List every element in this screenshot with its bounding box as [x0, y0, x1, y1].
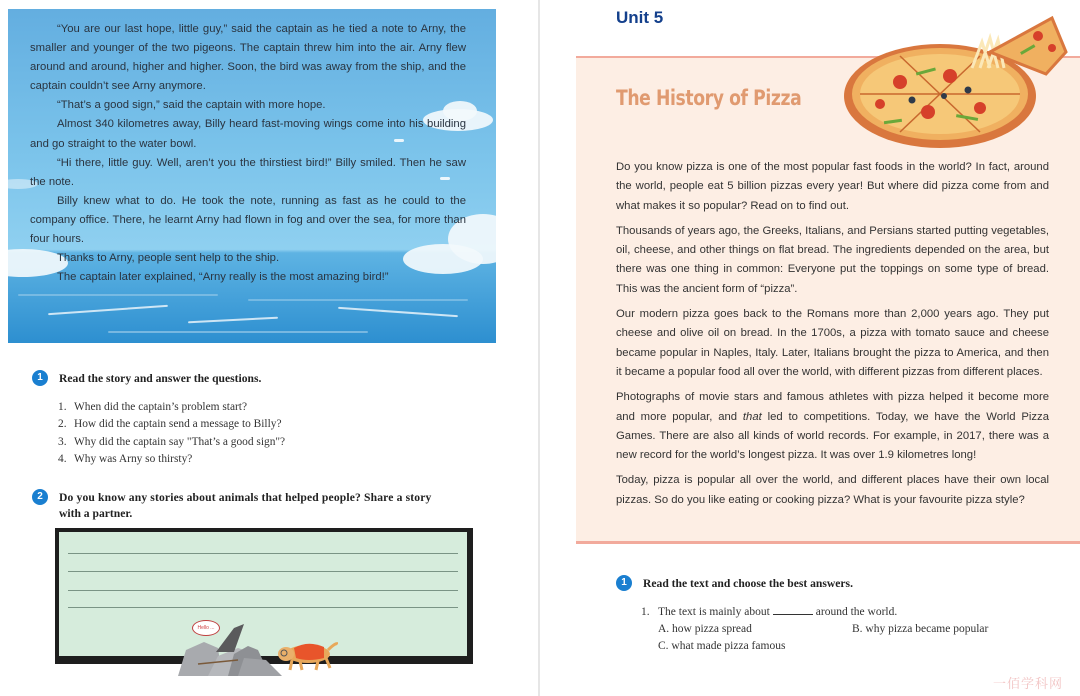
article-paragraph: Photographs of movie stars and famous athletes with pizza helped it become more and more popular, and that led to competitions. Today, we have the World Pizza Games. There are also all kinds of world records. For example, in 2017, there was a new record for the world’s longest pizza. It was over 1.9 kilometres long!	[616, 391, 1049, 462]
topping-olive	[965, 87, 972, 94]
writing-line	[68, 553, 458, 554]
dog-tail	[328, 644, 338, 650]
left-page	[0, 0, 538, 696]
task-instruction: Do you know any stories about animals that helped people? Share a story with a partner.	[59, 491, 432, 520]
topping-olive	[941, 93, 947, 99]
option-a[interactable]: A. how pizza spread	[658, 623, 752, 635]
dog-head	[278, 647, 294, 661]
writing-line	[68, 590, 458, 591]
unit-title: Unit 5	[616, 8, 664, 27]
question-item: 4. Why was Arny so thirsty?	[58, 452, 193, 465]
dog-vest	[294, 644, 324, 660]
answer-blank[interactable]	[773, 605, 813, 615]
writing-line	[68, 607, 458, 608]
speech-bubble: Hello ...	[192, 620, 220, 636]
story-paragraph: “That’s a good sign,” said the captain with more hope.	[57, 99, 326, 112]
right-page	[540, 0, 1080, 696]
story-paragraph: The captain later explained, “Arny really is the most amazing bird!”	[57, 271, 389, 284]
article-title: The History of Pizza	[616, 86, 802, 110]
wave-line	[188, 317, 278, 324]
wave-line	[18, 294, 218, 296]
article-paragraph: Thousands of years ago, the Greeks, Italians, and Persians started putting vegetables, oil, cheese, and other things on flat bread. The ingredients depended on the area, but there was one thing in common: Everyone put the toppings on some type of bread. This was the ancient form of “pizza”.	[616, 224, 1049, 295]
wave-line	[248, 299, 468, 301]
story-paragraph: Thanks to Arny, people sent help to the ship.	[57, 252, 280, 265]
article-paragraph: Today, pizza is popular all over the world, and different places have their own local pizzas. So do you like eating or cooking pizza? What is your favourite pizza style?	[616, 474, 1049, 506]
rubble-rock	[238, 658, 282, 676]
question-item: 2. How did the captain send a message to Billy?	[58, 418, 282, 431]
task-instruction: Read the text and choose the best answers.	[643, 577, 853, 590]
article-paragraph: Our modern pizza goes back to the Romans more than 2,000 years ago. They put cheese and olive oil on bread. In the 1700s, a pizza with tomato sauce and cheese became popular in Naples, Italy. Later, Italians brought the pizza to America, and then it became a popular food all over the world, with different pizzas from different places.	[616, 308, 1049, 378]
multiple-choice-question	[641, 604, 989, 652]
question-item: 1. When did the captain’s problem start?	[58, 401, 248, 413]
rubble-slab	[216, 624, 244, 652]
writing-line	[68, 571, 458, 572]
task-instruction: Read the story and answer the questions.	[59, 372, 262, 385]
story-paragraph: “Hi there, little guy. Well, aren’t you the thirstiest bird!” Billy smiled. Then he saw the note.	[30, 156, 466, 188]
topping-olive	[909, 97, 916, 104]
wave-line	[338, 307, 458, 317]
wave-line	[48, 305, 168, 315]
story-paragraph: “You are our last hope, little guy,” said the captain as he tied a note to Arny, the smaller and younger of the two pigeons. The captain threw him into the air. Arny flew around and around, higher and higher. Soon, the bird was away from the ship, and the captain couldn’t see Arny anymore.	[30, 23, 466, 93]
option-b[interactable]: B. why pizza became popular	[852, 623, 989, 635]
watermark: 一佰学科网	[993, 677, 1064, 692]
topping-pepperoni	[974, 102, 986, 114]
topping-pepperoni	[875, 99, 885, 109]
question-stem: 1. The text is mainly about around the world.	[641, 606, 898, 618]
question-list	[58, 399, 285, 468]
article-body	[616, 158, 1049, 516]
option-c[interactable]: C. what made pizza famous	[658, 640, 786, 652]
topping-pepperoni	[943, 69, 957, 83]
story-paragraph: Billy knew what to do. He took the note, running as fast as he could to the company office. There, he learnt Arny had flown in fog and over the sea, for more than four hours.	[30, 194, 466, 246]
task-number-badge: 1	[32, 370, 48, 386]
pizza-illustration	[840, 12, 1070, 152]
topping-pepperoni	[921, 105, 935, 119]
story-panel-sky-sea-illustration	[8, 9, 496, 343]
article-paragraph: Do you know pizza is one of the most popular fast foods in the world? In fact, around the world, people eat 5 billion pizzas every year! But where did pizza come from and what makes it so popular? Read on to find out.	[616, 161, 1049, 212]
question-item: 3. Why did the captain say "That’s a good sign"?	[58, 435, 286, 448]
story-paragraph: Almost 340 kilometres away, Billy heard fast-moving wings come into his building and go straight to the water bowl.	[30, 118, 466, 150]
task-number-badge: 1	[616, 575, 632, 591]
story-text	[30, 20, 466, 287]
wave-line	[108, 331, 368, 333]
topping-pepperoni	[893, 75, 907, 89]
task-number-badge: 2	[32, 489, 48, 505]
